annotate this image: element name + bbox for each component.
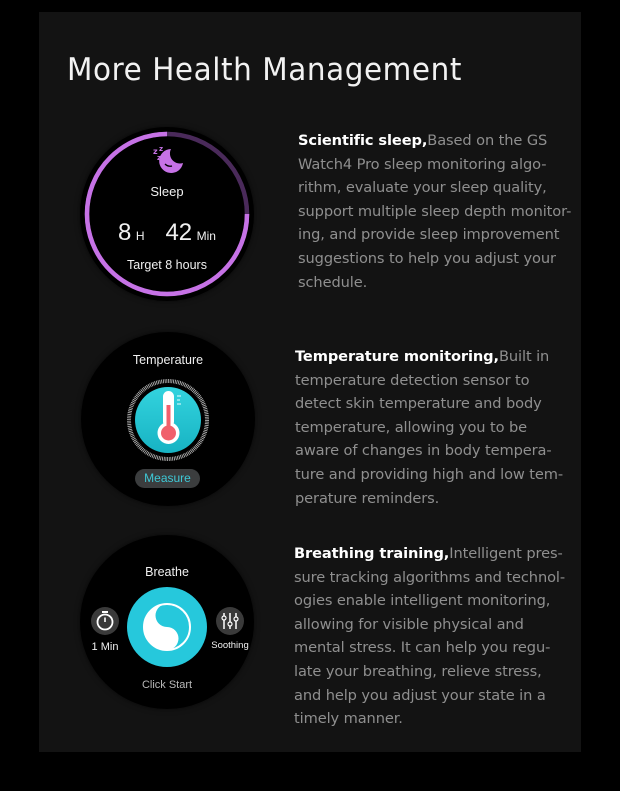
sleep-hours-value: 8: [118, 219, 132, 246]
breathe-watch-face: [80, 535, 254, 709]
breathe-description-lead: Breathing training,: [294, 545, 450, 562]
measure-button[interactable]: Measure: [135, 469, 200, 488]
description-line: Built in: [498, 348, 550, 365]
description-line: mental stress. It can help you regu-: [294, 639, 551, 657]
duration-label: 1 Min: [91, 641, 119, 653]
click-start-label[interactable]: Click Start: [141, 679, 193, 691]
page-title: More Health Management: [67, 52, 462, 88]
temperature-description-lead: Temperature monitoring,: [295, 348, 499, 365]
breathe-label: Breathe: [145, 565, 189, 579]
svg-text:z: z: [157, 154, 162, 162]
description-line: late your breathing, relieve stress,: [294, 662, 542, 680]
description-line: perature reminders.: [295, 489, 440, 507]
sliders-icon: [221, 612, 239, 635]
breathe-description: [294, 542, 569, 731]
sleep-hours-unit: H: [135, 229, 145, 243]
yin-yang-icon: [142, 602, 192, 657]
description-line: temperature detection sensor to: [295, 371, 530, 389]
sleep-label: Sleep: [150, 184, 184, 199]
svg-text:z: z: [153, 147, 158, 156]
description-line: Intelligent pres-: [449, 545, 563, 562]
description-line: and help you adjust your state in a: [294, 686, 546, 704]
description-line: aware of changes in body tempera-: [295, 442, 552, 460]
sleep-duration: [80, 219, 254, 247]
sleep-target: Target 8 hours: [127, 258, 207, 272]
moon-sleep-icon: [151, 145, 185, 177]
sleep-description: [298, 129, 573, 294]
sleep-minutes-unit: Min: [196, 229, 216, 243]
description-line: Based on the GS: [427, 132, 548, 149]
mode-button[interactable]: [216, 607, 244, 635]
temperature-label: Temperature: [132, 353, 204, 367]
description-line: ing, and provide sleep improvement: [298, 226, 560, 244]
svg-text:z: z: [159, 145, 164, 153]
temperature-description: [295, 345, 570, 510]
description-line: temperature, allowing you to be: [295, 418, 528, 436]
sleep-minutes-value: 42: [165, 219, 193, 246]
description-line: ture and providing high and low tem-: [295, 465, 564, 483]
description-line: rithm, evaluate your sleep quality,: [298, 179, 547, 197]
start-breathe-button[interactable]: [127, 587, 207, 667]
thermometer-icon: [152, 387, 186, 454]
duration-button[interactable]: [91, 607, 119, 635]
temperature-watch-face: [81, 332, 255, 506]
description-line: sure tracking algorithms and technol-: [294, 568, 566, 586]
description-line: allowing for visible physical and: [294, 615, 524, 633]
description-line: detect skin temperature and body: [295, 395, 542, 413]
description-line: Watch4 Pro sleep monitoring algo-: [298, 155, 547, 173]
sleep-description-lead: Scientific sleep,: [298, 132, 428, 149]
description-line: schedule.: [298, 273, 368, 291]
sleep-watch-face: [80, 127, 254, 301]
mode-label: Soothing: [211, 640, 249, 651]
description-line: suggestions to help you adjust your: [298, 249, 556, 267]
description-line: timely manner.: [294, 710, 403, 728]
description-line: ogies enable intelligent monitoring,: [294, 592, 551, 610]
stopwatch-icon: [95, 610, 115, 637]
description-line: support multiple sleep depth monitor-: [298, 202, 572, 220]
